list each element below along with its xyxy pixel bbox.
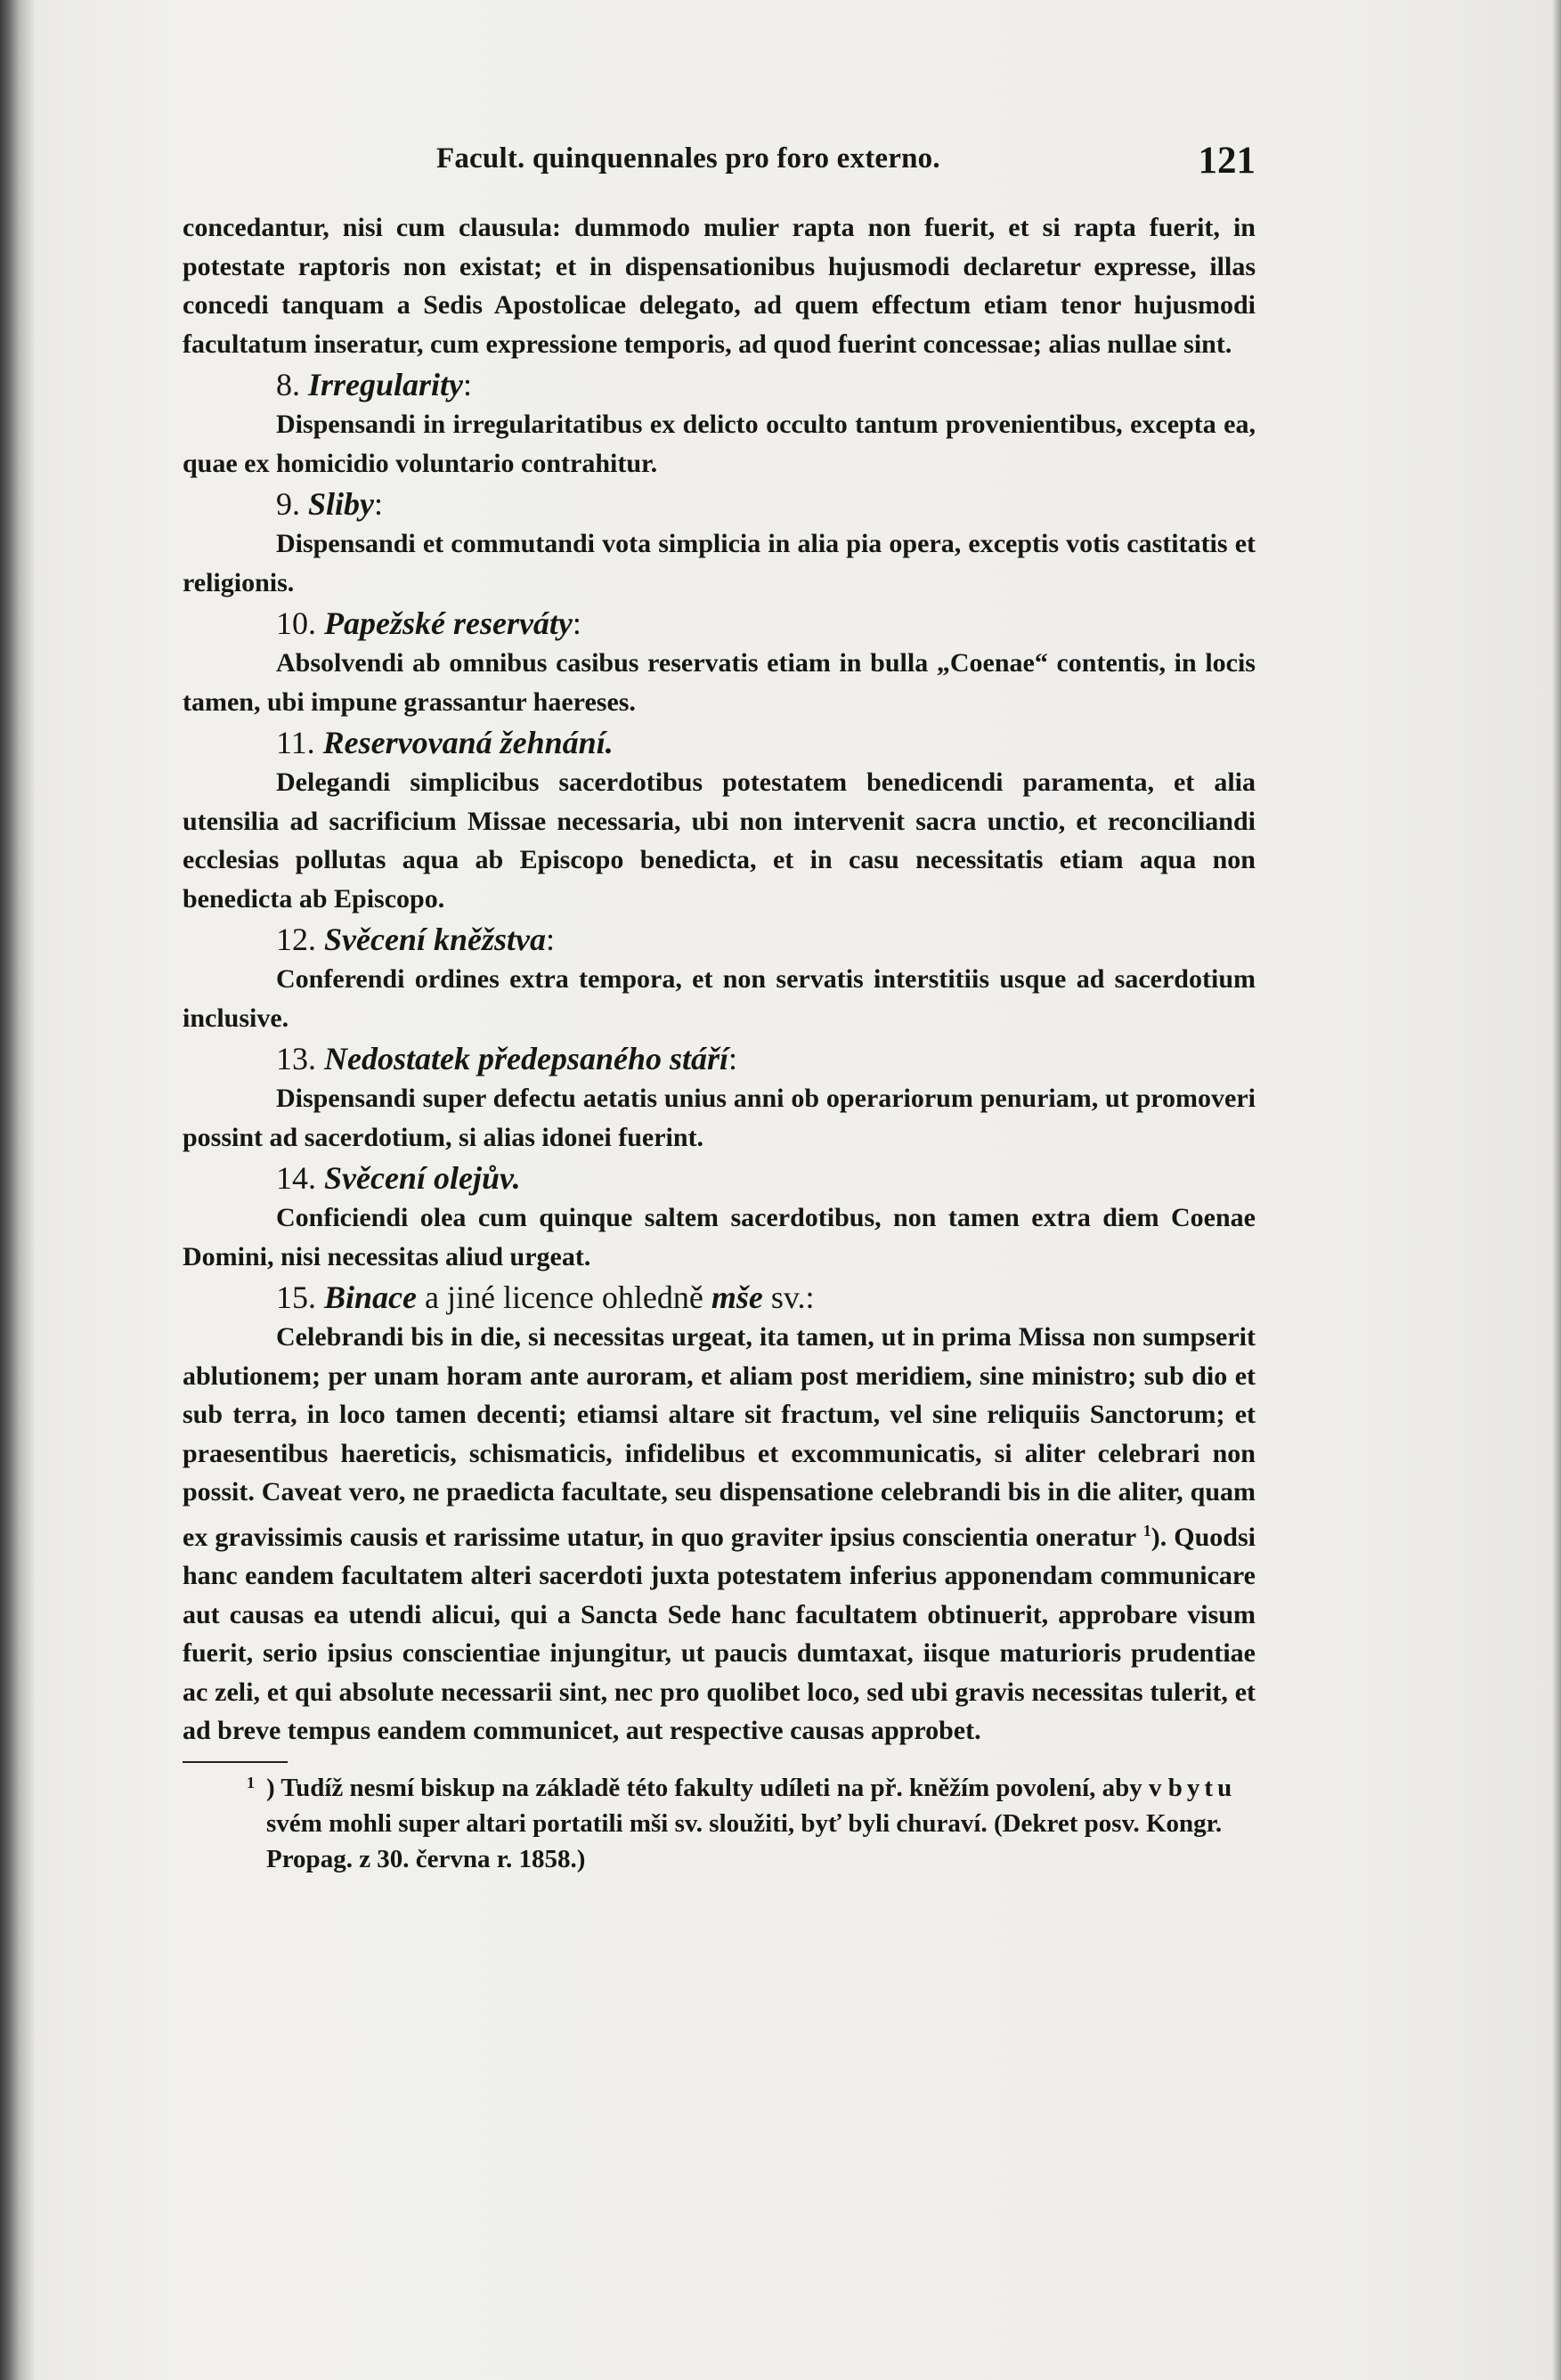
section-13 bbox=[183, 1039, 1256, 1157]
section-number: 11. bbox=[276, 725, 315, 760]
section-title: Reservovaná žehnání. bbox=[322, 725, 614, 760]
footnote-text bbox=[247, 1770, 1256, 1877]
section-title: Svěcení olejův. bbox=[324, 1160, 521, 1196]
section-11 bbox=[183, 723, 1256, 918]
page-right-edge-shadow bbox=[1552, 0, 1561, 2380]
footnote-marker: 1 bbox=[247, 1773, 255, 1791]
footnote-text-part-2: svém mohli super altari portatili mši sv. sloužiti, byť byli churaví. (Dekret posv. Kongr. Propag. z 30. června r. 1858.) bbox=[266, 1808, 1223, 1873]
footnote-spaced-word: bytu bbox=[1167, 1773, 1237, 1802]
section-heading bbox=[183, 1158, 1256, 1198]
section-title: Sliby bbox=[308, 486, 375, 522]
section-12 bbox=[183, 920, 1256, 1037]
section-title: Nedostatek předepsaného stáří bbox=[324, 1041, 728, 1076]
section-15 bbox=[183, 1278, 1256, 1750]
section-text: Dispensandi super defectu aetatis unius anni ob operariorum penuriam, ut promoveri possint ad sacerdotium, si alias idonei fuerint. bbox=[183, 1084, 1256, 1152]
section-title-suffix: : bbox=[728, 1041, 738, 1076]
section-text: Conficiendi olea cum quinque saltem sacerdotibus, non tamen extra diem Coenae Domini, nisi necessitas aliud urgeat. bbox=[183, 1203, 1256, 1271]
section-title-suffix: : bbox=[374, 486, 384, 522]
section-title-suffix: : bbox=[463, 367, 473, 402]
section-text: Dispensandi et commutandi vota simplicia in alia pia opera, exceptis votis castitatis et religionis. bbox=[183, 529, 1256, 597]
section-number: 15. bbox=[276, 1279, 316, 1315]
section-text: Dispensandi in irregularitatibus ex delicto occulto tantum provenientibus, excepta ea, quae ex homicidio voluntario contrahitur. bbox=[183, 410, 1256, 478]
section-heading bbox=[183, 1039, 1256, 1079]
section-9 bbox=[183, 484, 1256, 602]
section-text-part-1: Celebrandi bis in die, si necessitas urgeat, ita tamen, ut in prima Missa non sumpserit ablutionem; per unam horam ante auroram, et aliam post meridiem, sine ministro; sub dio et sub terra, in loco tamen decenti; etiamsi altare sit fractum, vel sine reliquiis Sanctorum; et praesentibus haereticis, schismaticis, infidelibus et excommunicatis, si aliter celebrari non possit. Caveat vero, ne praedicta facultate, seu dispensatione celebrandi bis in die aliter, quam ex gravissimis causis et rarissime utatur, in quo graviter ipsius conscientia oneratur bbox=[183, 1322, 1256, 1552]
section-text: Delegandi simplicibus sacerdotibus potestatem benedicendi paramenta, et alia utensilia ad sacrificium Missae necessaria, ubi non intervenit sacra unctio, et reconciliandi ecclesias pollutas aqua ab Episcopo benedicta, et in casu necessitatis etiam aqua non benedicta ab Episcopo. bbox=[183, 768, 1256, 914]
section-title-suffix: : bbox=[545, 922, 555, 957]
section-heading bbox=[183, 365, 1256, 405]
section-10 bbox=[183, 604, 1256, 721]
section-title-middle: a jiné licence ohledně bbox=[425, 1279, 703, 1315]
section-title: Irregularity bbox=[308, 367, 464, 402]
section-title: Binace bbox=[324, 1279, 417, 1315]
section-heading bbox=[183, 604, 1256, 644]
section-heading bbox=[183, 484, 1256, 524]
section-8 bbox=[183, 365, 1256, 483]
section-title-suffix: : bbox=[572, 605, 581, 641]
page-left-edge-shadow bbox=[0, 0, 36, 2380]
section-heading bbox=[183, 723, 1256, 763]
section-title-mass: mše bbox=[711, 1279, 763, 1315]
footnote-text-part-1: ) Tudíž nesmí biskup na základě této fakulty udíleti na př. kněžím povolení, aby v bbox=[266, 1773, 1168, 1802]
section-title: Papežské reserváty bbox=[324, 605, 573, 641]
page-header bbox=[183, 134, 1256, 196]
section-number: 12. bbox=[276, 922, 316, 957]
section-number: 14. bbox=[276, 1160, 316, 1196]
section-text: Absolvendi ab omnibus casibus reservatis etiam in bulla „Coenae“ contentis, in locis tamen, ubi impune grassantur haereses. bbox=[183, 648, 1256, 717]
section-text-part-2: ). Quodsi hanc eandem facultatem alteri sacerdoti juxta potestatem inferius apponendam communicare aut causas ea utendi alicui, qui a Sancta Sede hanc facultatem obtinuerit, approbare visum fuerit, serio ipsius conscientiae injungitur, ut paucis dumtaxat, iisque maturioris prudentiae ac zeli, et qui absolute necessarii sint, nec pro quolibet loco, sed ubi gravis necessitas tulerit, et ad breve tempus eandem communicet, aut respective causas approbet. bbox=[183, 1522, 1256, 1745]
footnote-reference: 1 bbox=[1142, 1521, 1151, 1539]
section-number: 8. bbox=[276, 367, 300, 402]
footnote bbox=[183, 1770, 1256, 1877]
section-14 bbox=[183, 1158, 1256, 1276]
text-block bbox=[183, 134, 1256, 1877]
section-heading bbox=[183, 920, 1256, 960]
section-number: 9. bbox=[276, 486, 300, 522]
section-text: Conferendi ordines extra tempora, et non servatis interstitiis usque ad sacerdotium inclusive. bbox=[183, 964, 1256, 1033]
running-title: Facult. quinquennales pro foro externo. bbox=[436, 142, 940, 175]
page-number: 121 bbox=[1198, 140, 1256, 182]
section-text bbox=[183, 1318, 1256, 1750]
footnote-rule bbox=[183, 1761, 288, 1763]
section-heading bbox=[183, 1278, 1256, 1318]
section-title: Svěcení kněžstva bbox=[324, 922, 546, 957]
intro-paragraph: concedantur, nisi cum clausula: dummodo mulier rapta non fuerit, et si rapta fuerit, in potestate raptoris non existat; et in dispensationibus hujusmodi declaretur expresse, illas concedi tanquam a Sedis Apostolicae delegato, ad quem effectum etiam tenor hujusmodi facultatum inseratur, cum expressione temporis, ad quod fuerint concessae; alias nullae sint. bbox=[183, 213, 1256, 359]
section-number: 13. bbox=[276, 1041, 316, 1076]
section-title-end: sv.: bbox=[770, 1279, 815, 1315]
section-number: 10. bbox=[276, 605, 316, 641]
